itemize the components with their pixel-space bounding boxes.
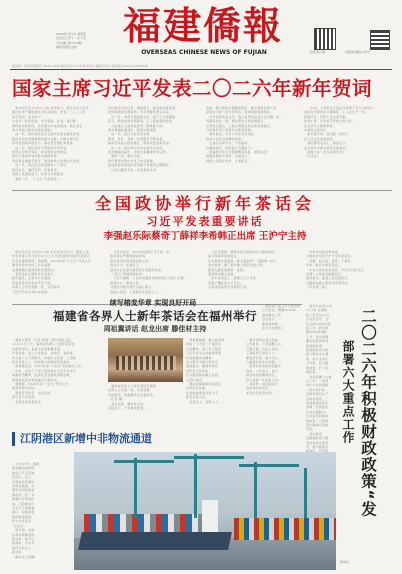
photo-credit: 新华社 — [340, 560, 350, 564]
second-headline: 全国政协举行新年茶话会 — [94, 194, 315, 213]
date-line: 今日8版 第7178期 — [56, 40, 82, 45]
main-headline: 国家主席习近平发表二〇二六年新年贺词 — [12, 77, 373, 100]
third-headline: 福建省各界人士新年茶话会在福州举行 — [53, 309, 257, 323]
article-column: 新华社北京12月 31日电 全国财 政工作会议12月 日在京召开，会 议总结2025年财 政工作，研究部 署2026年财政 工作。会议强调 要实施更加积极 的财政政策， 提高财政赤字率， 加大财政支出强 度，加力支持扩 大内需，着力提 振消费、扩大有 效投资。 会议部署六大重 点工作：一是坚 持扩大内需战略 二是支持科技 创新和现代化产 业体系建设；三 是加强基本民生 保障；四是推进 乡村全面振兴； 五是深化财税体 制改革；六是防 范化解重点领域 风险。 会议要求， 各级财政部门要 坚持党的全面领 导，提升财政治 — [306, 304, 333, 449]
article-column: 财政部日前召开全国财政 工作会议，明确2026年 财政重点工作。 会议指出…… 要更加积极…… 加大支出强度。 — [262, 304, 301, 331]
article-column: 新华社北京12月31日电 新年前夕，国家主席习近平 通过中央广播电视总台和互联网，发表了二〇二六年 新年贺词。全文如下： 大家好！时光流转，岁序更新。此刻，我们既 满怀收获的喜悦，也充满对未来的期待。我从北京 向大家致以新年的美好祝福！ 这一年，我们的社会主义现代化事业蹄疾步稳， 经济社会发展取得新的重大成就。中国式现代化 和科技创新持续发力，高质量发展扎实推进。 这一年，我们坚定不移推进改革开放， 经济运行稳中有进，就业物价总体稳定。 我们以更加开放的姿态拥抱世界， 同世界各国携手同行，推动构建人类命运共同体。 这一年，我们纪念抗战胜利八十周年， 铭记历史，缅怀先烈，珍爱和平。 全国人民团结奋斗，共同书写新篇章。 新的一年，“十五五”开局起步…… — [12, 106, 89, 181]
port-photo — [74, 452, 336, 570]
article-column: 习近平指出，2025年是极不平凡的一年。 面对复杂严峻的国际环境， 我们团结带领全国各族人民， 顶住压力、迎难而上， 经济社会发展主要目标任务顺利完成， “十四五”规划圆满收官。 习近平强调，人民政协要坚持团结和民主两大主题， 围绕中心、服务大局， 为推进中国式现代化凝心聚力。 各民主党派、工商联和无党派人士…… — [110, 250, 187, 294]
article-column: 一年来，大家用自己的奋斗诠释了平凡中的伟大。 农民在田间地头辛勤耕耘，工人在生产一线 挥洒汗水，科研人员攻坚克难， 快递小哥、外卖骑手穿梭大街小巷， 还有很多人默默奉献， 为美好生活奔忙。 新年新气象。我们要一起努力， 让人民生活更加美好。 我们要坚定信心，团结奋斗， 奋力谱写中国式现代化新篇章。 谢谢大家！祝大家新年好！ （全文完） — [304, 106, 378, 159]
qr-code-app[interactable] — [314, 28, 336, 50]
date-line: 农历乙巳年十一月十四 — [56, 36, 87, 41]
article-column: 中共中央政治局常委、 全国政协主席王沪宁主持茶话会。 李强、赵乐际、蔡奇、丁薛祥、 李希、韩正出席茶话会。 中共中央政治局委员、中央书记处书记， 全国人大常委会副委员长， 国务委员，最高人民法院院长， 全国政协副主席等出席茶话会。 （详见第二版） — [306, 250, 367, 290]
article-column: 我们锚定目标任务，勇毅前行，推进高质量发展， 加快构建新发展格局，牢牢把握发展主动权。 这一年，神舟飞船遨游太空，国产大飞机翱翔 蓝天，科技成果竞相涌现，人工智能蓬勃发展， 一大批重大工程建成投用，港珠澳大桥、 深中通道联通湾区，展现中国速度。 这一年，我们办好民生实事， 教育、医疗、养老、托育服务不断完善， 城乡居民收入稳步增长，脱贫攻坚成果巩固。 这一年，我们举办系列主场外交活动， 朋友圈越来越大，中国主张赢得更多认同。 新的一年，新的出发。 我们要坚持稳中求进工作总基调， 推动经济实现质的有效提升和量的合理增长。 让我们携起手来，共创美好未来！ — [108, 106, 179, 172]
qr-code-web[interactable] — [370, 30, 390, 50]
article-column: 要坚持和完善大统战 工作格局，广泛凝聚人心、 汇聚力量。各民主党派、 工商联和无党派人士 要发挥优势、献计出力， 为福建发展作出贡献。 茶话会在欢快的氛围中 结束。大家表示，将以 更加昂扬的精神状态， 投入到新一年的奋斗中。 省领导，省法院院长、 省检察院检察长， 老同志代表等出席。 — [246, 338, 285, 395]
newspaper-title-en: OVERSEAS CHINESE NEWS OF FUJIAN — [141, 49, 267, 56]
tea-party-photo — [108, 338, 183, 382]
date-block — [56, 32, 116, 50]
divider — [10, 69, 392, 70]
info-strip: 国内统一连续出版物号 CN35-0050 邮发代号33-76 海外发行 福建日报社 新闻热线 0591-87095216 — [12, 64, 149, 68]
newspaper-title: 福建僑報 — [122, 3, 283, 48]
side-headline: 二〇二六年积极财政政策“发 — [359, 308, 377, 518]
divider — [12, 190, 392, 191]
date-line: 福建侨报社出版 — [56, 45, 78, 50]
third-kicker: 续写榕变华章 实现良好开局 — [109, 299, 197, 307]
date-line: 2026年1月2日 星期五 — [56, 32, 87, 36]
side-subheadline: 部署六大重点工作 — [341, 340, 355, 444]
qr-label: 侨报客户端 — [310, 50, 326, 54]
bottom-headline-bar — [12, 432, 15, 446]
third-subtitle: 周祖翼讲话 赵龙出席 滕佳材主持 — [103, 325, 207, 333]
article-column: 新华社北京12月31日电 中共中央总书记、国家主席 中央军委主席习近平31日上午出席全国政协新年茶话会 并发表重要讲话。他强调，2026年是“十五五”开局之年， 要坚持稳中求进工作总基调， 完整准确全面贯彻新发展理念。 茶话会在全国政协礼堂举行。 新年临近，礼堂内灯光璀璨， 洋溢着喜庆祥和的节日气氛。 各界人士代表欢聚一堂，共迎新年。 习近平代表中共中央致辞。 — [12, 250, 95, 294]
article-column: 香港、澳门保持长期繁荣稳定，融入国家发展大局。 祖国完全统一是大势所趋，两岸同胞血脉相亲。 当今世界变乱交织，我们将坚定站在历史正确一边， 同国际社会一道，推动落实全球发展倡议、 全球安全倡议、全球文明倡议和全球治理倡议， 为世界和平与发展作出新的贡献。 此时此刻，许多人仍在坚守岗位， 我向大家致以诚挚的问候！ 让我们以梦为马、不负韶华， 为强国建设、民族复兴不懈奋斗！ 祝福我们伟大的祖国繁荣昌盛、国泰民安！ 祝愿世界和平美好、幸福安宁！ 祝愿大家新年快乐、万事如意！ — [206, 106, 283, 163]
article-column: 习近平强调，要坚持和发展新时代“枫桥经验”， 着力保障和改善民生， 扎实推进共同富裕。要全面贯彻“一国两制”方针， 支持香港、澳门更好融入国家发展大局。 要坚定推进祖国统一进程， 促进两岸融合发展。 新年茶话会上，首都文艺工作者 表演了精彩的文艺节目。 全场洋溢着欢乐祥和的气氛。 — [208, 250, 279, 290]
second-byline: 李强赵乐际蔡奇丁薛祥李希韩正出席 王沪宁主持 — [103, 231, 307, 242]
qr-label: 侨报网 微信公众号 — [345, 50, 370, 54]
article-column: 周祖翼强调，要全面贯彻 党的二十大和二十届历次 全会精神，深入学习贯彻 习近平总书记在福建考察 时的重要讲话精神， 奋力谱写中国式现代化 福建篇章。要加快建设 现代化产业体系， 扎实推进两岸融合发展 示范区建设。 要持续保障和改善民生， 办好民生实事， 让发展成果更多更公平 惠及全体人民。 茶话会上，各界人士…… — [186, 338, 225, 404]
second-subtitle: 习近平发表重要讲话 — [146, 215, 264, 228]
article-column: 福建日报讯（记者 郑璜）辞旧迎新之际， 12月31日上午，福建省各界人士新年茶话会 在福州举行。省委书记周祖翼讲话， 代表省委、省人大常委会、省政府、省政协， 向全省广大干部群众，向各民主党派、工商联 和无党派人士，向驻闽人民解放军指战员…… 周祖翼指出，2025年是“十四五”规划收官之年。 一年来，全省上下深入贯彻落实习近平总书记 重要讲话精神，经济社会发展取得新成效， 福建高质量发展超越迈出新步伐。 他强调，2026年是“十五五”开局之年， 要坚持稳中求进…… 新春佳节将至，全省各地…… 茶话会气氛热烈。 省领导出席茶话会。 — [12, 338, 85, 404]
article-column: 福建省各界人士新年茶话会现场。 各界人士齐聚一堂，共话发展、 共迎新年。周祖翼代表省委讲话。 （记者 摄） 赵龙出席，滕佳材主持。 茶话会上，大家畅谈发展…… — [108, 384, 160, 411]
article-column: 12月29日，满载 集装箱的货轮停 靠在江苏江阴港 区码头。近日， 江阴港区新增中 非物流通道，开 通至非洲的集装 箱航线，进一步 畅通中非贸易往 来。江阴港区作 为长江下游重要 港口，持续拓展 国际航线网络， 助力外贸企业 “走出去”。 据介绍，该航 线将有效降低物 流成本，提升运 输效率，为中非 经贸合作注入 新动能。 （新华社记者摄） — [12, 462, 40, 559]
bottom-headline: 江阴港区新增中非物流通道 — [20, 432, 152, 445]
